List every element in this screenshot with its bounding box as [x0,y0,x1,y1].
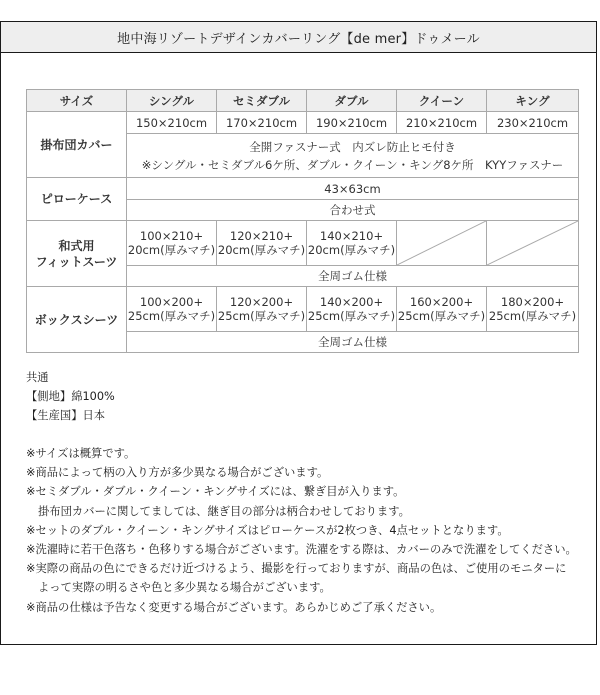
note-item: ※商品の仕様は予告なく変更する場合がございます。あらかじめご了承ください。 [26,600,442,614]
size-line2: 20cm(厚みマチ) [127,243,216,257]
header-size: サイズ [27,90,127,112]
cell-size: 210×210cm [397,112,487,134]
cell-size: 190×210cm [307,112,397,134]
size-line2: 25cm(厚みマチ) [397,309,486,323]
size-line1: 140×210+ [319,229,384,243]
cell-size [217,287,307,332]
note-item: ※セットのダブル・クイーン・キングサイズはピローケースが2枚つき、4点セットとなります。 [26,523,509,537]
common-heading: 共通 [26,371,49,384]
header-king: キング [487,90,579,112]
cell-size: 150×210cm [127,112,217,134]
cell-size [307,221,397,266]
cell-size [397,287,487,332]
size-line2: 25cm(厚みマチ) [488,309,577,323]
common-fabric: 【側地】綿100% [26,390,115,404]
size-line2: 20cm(厚みマチ) [217,243,306,257]
label-line2: フィットスーツ [35,254,118,269]
size-line1: 100×210+ [139,229,204,243]
note-item: ※商品によって柄の入り方が多少異なる場合がございます。 [26,466,329,480]
cell-not-available [487,221,579,266]
note-item: ※洗濯時に若干色落ち・色移りする場合がございます。洗濯をする際は、カバーのみで洗濯をしてください。 [26,543,577,557]
note-item: ※サイズは概算です。 [26,447,136,460]
cell-size: 230×210cm [487,112,579,134]
diagonal-slash-icon [487,221,578,265]
size-spec-table [26,89,579,353]
table-row [27,112,579,134]
row-label-comforter-cover: 掛布団カバー [27,112,127,178]
diagonal-slash-icon [397,221,486,265]
cell-not-available [397,221,487,266]
cell-pillow-size: 43×63cm [127,178,579,200]
notes-list [26,444,577,617]
note-item-continuation: よって実際の明るさや色と多少異なる場合がございます。 [38,581,331,595]
cell-size [127,287,217,332]
cell-box-sheet-note: 全周ゴム仕様 [127,332,579,353]
page-title: 地中海リゾートデザインカバーリング【de mer】ドゥメール [1,22,596,53]
cell-size: 170×210cm [217,112,307,134]
size-line1: 120×200+ [229,295,294,309]
size-line1: 140×200+ [319,295,384,309]
size-line1: 120×210+ [229,229,294,243]
comforter-note-line1: 全開ファスナー式 内ズレ防止ヒモ付き [249,139,456,154]
row-label-pillow-case: ピローケース [27,178,127,221]
note-item: ※実際の商品の色にできるだけ近づけるよう、撮影を行っておりますが、商品の色は、ご使用のモニターに [26,562,567,576]
size-line2: 25cm(厚みマチ) [127,309,216,323]
size-line1: 180×200+ [500,295,565,309]
header-double: ダブル [307,90,397,112]
label-line1: 和式用 [58,238,95,253]
header-queen: クイーン [397,90,487,112]
size-line2: 25cm(厚みマチ) [307,309,396,323]
size-line1: 160×200+ [409,295,474,309]
row-label-box-sheet: ボックスシーツ [27,287,127,353]
size-line1: 100×200+ [139,295,204,309]
header-semi-double: セミダブル [217,90,307,112]
table-row [27,287,579,332]
cell-size [487,287,579,332]
common-origin: 【生産国】日本 [26,409,106,423]
header-single: シングル [127,90,217,112]
cell-size [307,287,397,332]
size-line2: 20cm(厚みマチ) [307,243,396,257]
table-header-row [27,90,579,112]
note-item: ※セミダブル・ダブル・クイーン・キングサイズには、繋ぎ目が入ります。 [26,485,405,499]
table-row [27,221,579,266]
cell-comforter-note [127,134,579,178]
cell-pillow-closure: 合わせ式 [127,200,579,221]
common-info [26,368,115,426]
table-row [27,178,579,200]
product-spec-panel [0,21,597,645]
cell-fitted-note: 全周ゴム仕様 [127,266,579,287]
cell-size [217,221,307,266]
note-item-continuation: 掛布団カバーに関してましては、継ぎ目の部分は柄合わせしております。 [38,504,410,518]
comforter-note-line2: ※シングル・セミダブル6ケ所、ダブル・クイーン・キング8ケ所 KYYファスナー [141,157,564,172]
cell-size [127,221,217,266]
row-label-japanese-fitted-sheet [27,221,127,287]
size-line2: 25cm(厚みマチ) [217,309,306,323]
